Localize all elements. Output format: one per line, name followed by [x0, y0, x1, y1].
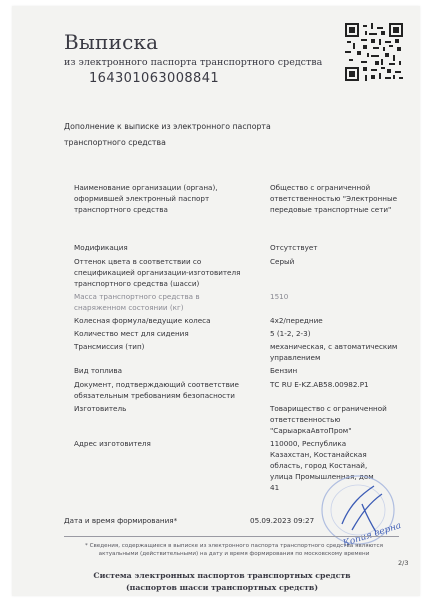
- document-page: [12, 6, 420, 596]
- row-label: Изготовитель: [74, 404, 127, 413]
- divider: [64, 536, 399, 537]
- row-label: Документ, подтверждающий соответствие обязательным требованиям безопасности: [74, 380, 239, 400]
- row-value: 110000, Республика Казахстан, Костанайская область, город Костанай, улица Промышленная, дом 41: [270, 439, 374, 492]
- row-value: Серый: [270, 257, 295, 266]
- row-value: ТС RU E-KZ.AB58.00982.P1: [270, 380, 369, 389]
- row-label: Оттенок цвета в соответствии со спецификацией организации-изготовителя транспортного средства (шасси): [74, 257, 241, 288]
- row-label: Вид топлива: [74, 366, 123, 375]
- page-number: 2/3: [398, 559, 409, 567]
- row-value: 4х2/передние: [270, 316, 323, 325]
- document-number: 164301063008841: [89, 71, 220, 86]
- footer-system-title: Система электронных паспортов транспортных средств: [93, 571, 351, 580]
- document-title: Выписка: [64, 30, 159, 54]
- row-label: Колесная формула/ведущие колеса: [74, 316, 211, 325]
- footer-system-subtitle: (паспортов шасси транспортных средств): [125, 583, 319, 592]
- row-value: 5 (1-2, 2-3): [270, 329, 311, 338]
- document-subtitle: из электронного паспорта транспортного средства: [64, 57, 323, 68]
- row-issuing-organization: [74, 182, 409, 216]
- qr-code-icon: [345, 23, 403, 81]
- row-label: Адрес изготовителя: [74, 439, 151, 448]
- row-value: Бензин: [270, 366, 298, 375]
- row-value: Общество с ограниченной ответственностью "Электронные передовые транспортные сети": [270, 183, 398, 214]
- generation-datetime-value: 05.09.2023 09:27: [250, 516, 315, 525]
- row-label: Наименование организации (органа), оформившей электронный паспорт транспортного средства: [74, 183, 218, 214]
- row-value: механическая, с автоматическим управлением: [270, 342, 398, 362]
- row-label: Масса транспортного средства в снаряженном состоянии (кг): [74, 292, 200, 312]
- stamp-text: Копия верна: [341, 520, 403, 550]
- section-heading: Дополнение к выписке из электронного паспорта транспортного средства: [64, 122, 271, 147]
- row-value: Товарищество с ограниченной ответственностью "СарыаркаАвтоПром": [270, 404, 387, 435]
- row-label: Количество мест для сидения: [74, 329, 189, 338]
- row-label: Трансмиссия (тип): [74, 342, 145, 351]
- row-value: Отсутствует: [270, 243, 318, 252]
- generation-datetime-label: Дата и время формирования*: [64, 516, 178, 525]
- row-label: Модификация: [74, 243, 128, 252]
- footnote: * Сведения, содержащиеся в выписке из электронного паспорта транспортного средства являются актуальными (действительными) на дату и время формирования по московскому времени: [85, 543, 383, 557]
- row-value: 1510: [270, 292, 289, 301]
